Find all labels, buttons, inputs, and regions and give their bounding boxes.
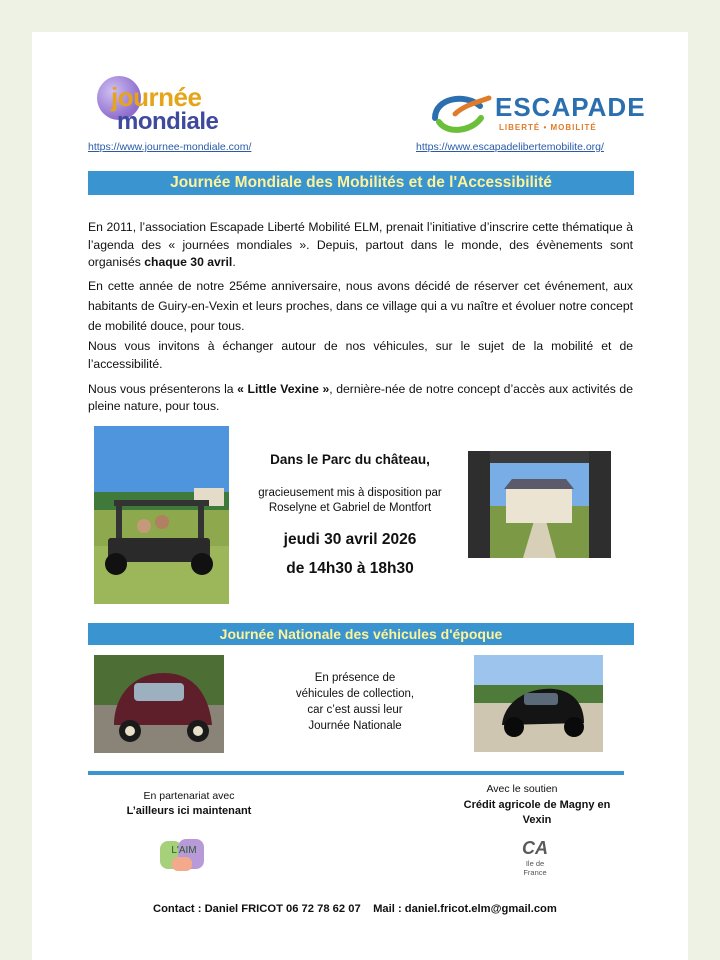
credit-agricole-logo: [512, 838, 558, 877]
vintage-line-2: véhicules de collection,: [295, 688, 415, 700]
vintage-line-3: car c’est aussi leur: [307, 704, 403, 716]
event-place: Dans le Parc du château,: [270, 452, 430, 467]
vintage-line-4: Journée Nationale: [308, 720, 402, 732]
partner-left-intro: En partenariat avec: [143, 790, 235, 802]
photo-chateau-gate: [468, 451, 611, 558]
logo-text-mondiale: mondiale: [117, 108, 219, 135]
partner-left-name: L’ailleurs ici maintenant: [126, 805, 252, 817]
journee-mondiale-logo: [95, 74, 225, 138]
photo-vintage-car-black: [474, 655, 603, 752]
photo-electric-buggy: [94, 426, 229, 604]
ca-logo-l3: France: [523, 868, 547, 877]
courtesy-line-1: gracieusement mis à disposition par: [258, 487, 442, 499]
escapade-logo: [425, 88, 646, 138]
logo-text-journee: journée: [111, 82, 202, 112]
intro-paragraph-1: [88, 219, 633, 272]
vintage-line-1: En présence de: [314, 672, 396, 684]
partner-right-line-1: Crédit agricole de Magny en: [463, 799, 611, 811]
intro-paragraph-4: [88, 381, 633, 415]
event-time: de 14h30 à 18h30: [286, 560, 414, 577]
p4-bold: « Little Vexine »: [237, 382, 330, 396]
aim-logo-text: L'AIM: [171, 845, 197, 856]
partner-right-intro: Avec le soutien: [486, 783, 558, 795]
intro-paragraph-2: En cette année de notre 25éme anniversaire, nous avons décidé de réserver cet événement, aux habitants de Guiry-en-Vexin et leurs proches, dans ce village qui a vu naître et évoluer notre concept de mobilité douce, pour tous.: [88, 279, 633, 333]
p4-end: , dernière-née de notre concept d’accès aux activités de pleine nature, pour tous.: [88, 382, 633, 413]
p1-end: .: [232, 255, 236, 269]
journee-mondiale-link[interactable]: https://www.journee-mondiale.com/: [88, 141, 252, 153]
partner-right-name: [452, 798, 622, 828]
intro-paragraph-3: Nous vous invitons à échanger autour de nos véhicules, sur le sujet de la mobilité et de l’accessibilité.: [88, 339, 633, 371]
contact-line: Contact : Daniel FRICOT 06 72 78 62 07 Mail : daniel.fricot.elm@gmail.com: [153, 903, 557, 915]
section-divider: [88, 771, 624, 775]
p1-text: En 2011, l’association Escapade Liberté Mobilité ELM, prenait l’initiative d’inscrire cette thématique à l’agenda des « journées mondiales ». Depuis, partout dans le monde, des évènements sont organisés: [88, 220, 633, 269]
aim-logo: [160, 833, 206, 873]
courtesy-line-2: Roselyne et Gabriel de Montfort: [268, 502, 432, 514]
vintage-text: [270, 670, 440, 734]
banner-journee-nationale: Journée Nationale des véhicules d'époque: [88, 623, 634, 645]
event-courtesy: [236, 486, 464, 516]
p4-text: Nous vous présenterons la: [88, 382, 238, 396]
ca-logo-l2: Ile de: [525, 859, 545, 868]
banner-journee-mondiale: Journée Mondiale des Mobilités et de l'Accessibilité: [88, 171, 634, 195]
photo-vintage-car-red: [94, 655, 224, 753]
p1-bold: chaque 30 avril: [144, 255, 233, 269]
partner-right-line-2: Vexin: [522, 814, 552, 826]
escapade-swirl-icon: [425, 88, 493, 138]
escapade-link[interactable]: https://www.escapadelibertemobilite.org/: [416, 141, 604, 153]
event-date: jeudi 30 avril 2026: [283, 531, 417, 548]
escapade-tagline: LIBERTÉ • MOBILITÉ: [499, 123, 597, 132]
escapade-wordmark: ESCAPADE: [495, 92, 646, 122]
ca-logo-mark: CA: [522, 838, 548, 858]
